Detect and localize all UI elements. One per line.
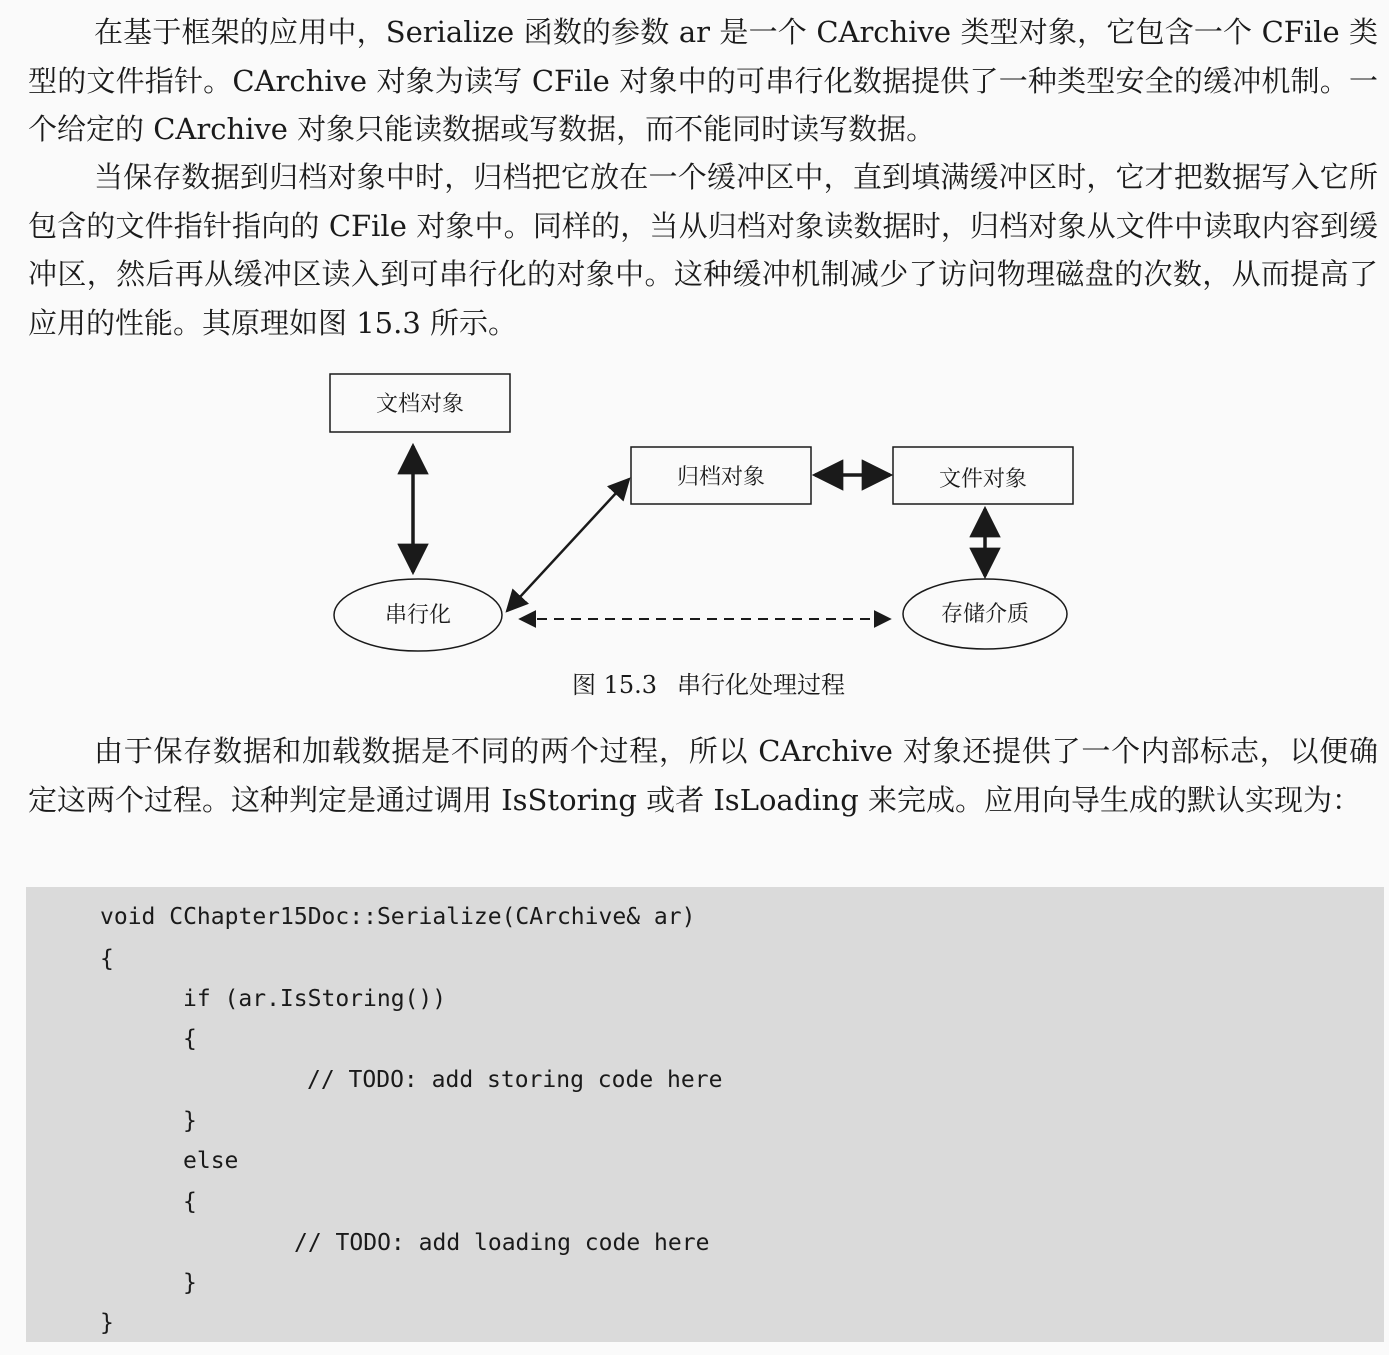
node-serialization (334, 579, 502, 651)
code-line: if (ar.IsStoring()) (183, 986, 447, 1012)
edge-serialization-archive (507, 479, 629, 611)
code-line: { (183, 1026, 197, 1052)
node-document-object-label: 文档对象 (375, 392, 465, 417)
code-line: else (183, 1148, 239, 1174)
node-document-object (330, 374, 510, 432)
code-line: } (183, 1108, 197, 1134)
node-file-object-label: 文件对象 (938, 467, 1028, 492)
node-serialization-label: 串行化 (384, 603, 452, 628)
code-line: { (183, 1189, 197, 1215)
code-line: } (100, 1310, 114, 1336)
paragraph-3: 由于保存数据和加载数据是不同的两个过程，所以 CArchive 对象还提供了一个内部标志，以便确定这两个过程。这种判定是通过调用 IsStoring 或者 IsLoading 来完成。应用向导生成的默认实现为： (28, 734, 1378, 817)
paragraph-1: 在基于框架的应用中，Serialize 函数的参数 ar 是一个 CArchive 类型对象，它包含一个 CFile 类型的文件指针。CArchive 对象为读写 CFile 对象中的可串行化数据提供了一种类型安全的缓冲机制。一个给定的 CArchive 对象只能读数据或写数据，而不能同时读写数据。 (28, 15, 1378, 146)
code-line: } (183, 1270, 197, 1296)
code-line: { (100, 946, 114, 972)
node-storage-medium (903, 579, 1067, 649)
figure-caption (14, 665, 1389, 700)
code-block (26, 887, 1384, 1342)
code-line: // TODO: add loading code here (294, 1230, 710, 1256)
node-archive-object-label: 归档对象 (676, 465, 766, 490)
node-storage-medium-label: 存储介质 (940, 602, 1030, 627)
figure-title: 串行化处理过程 (677, 671, 846, 699)
figure-number: 图 15.3 (571, 671, 658, 699)
node-file-object (893, 447, 1073, 504)
code-line: // TODO: add storing code here (307, 1067, 723, 1093)
node-archive-object (631, 447, 811, 504)
code-line: void CChapter15Doc::Serialize(CArchive& ar) (100, 904, 696, 930)
paragraph-2: 当保存数据到归档对象中时，归档把它放在一个缓冲区中，直到填满缓冲区时，它才把数据写入它所包含的文件指针指向的 CFile 对象中。同样的，当从归档对象读数据时，归档对象从文件中读取内容到缓冲区，然后再从缓冲区读入到可串行化的对象中。这种缓冲机制减少了访问物理磁盘的次数，从而提高了应用的性能。其原理如图 15.3 所示。 (28, 160, 1378, 340)
